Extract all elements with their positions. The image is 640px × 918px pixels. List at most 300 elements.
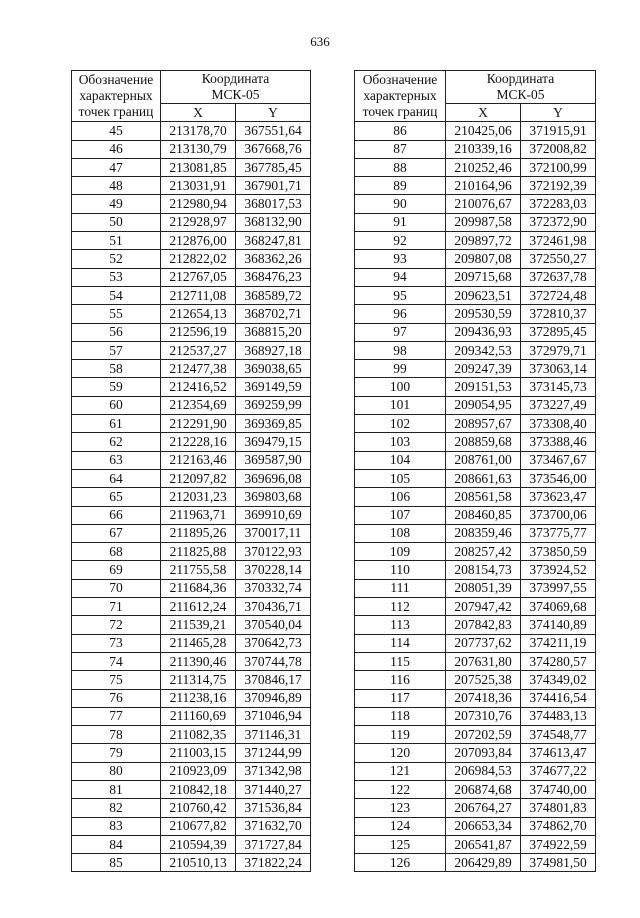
point-number-cell: 66	[72, 506, 161, 524]
x-coordinate-cell: 209623,51	[446, 286, 521, 304]
y-coordinate-cell: 373388,46	[521, 433, 596, 451]
table-row	[72, 195, 311, 213]
x-coordinate-cell: 212980,94	[161, 195, 236, 213]
coord-header-line2: МСК-05	[496, 87, 545, 102]
coordinates-table-left	[71, 70, 311, 872]
table-row	[355, 817, 596, 835]
table-row	[355, 305, 596, 323]
table-row	[72, 232, 311, 250]
x-coordinate-cell: 211755,58	[161, 561, 236, 579]
x-coordinate-cell: 208460,85	[446, 506, 521, 524]
y-coordinate-cell: 373775,77	[521, 524, 596, 542]
y-coordinate-cell: 368362,26	[236, 250, 311, 268]
y-coordinate-cell: 373467,67	[521, 451, 596, 469]
table-row	[72, 268, 311, 286]
y-coordinate-cell: 373924,52	[521, 561, 596, 579]
table-row	[355, 616, 596, 634]
point-number-cell: 122	[355, 780, 446, 798]
x-coordinate-cell: 211684,36	[161, 579, 236, 597]
table-row	[72, 506, 311, 524]
table-row	[72, 213, 311, 231]
point-number-cell: 61	[72, 415, 161, 433]
coord-header-line2: МСК-05	[211, 87, 260, 102]
table-row	[355, 488, 596, 506]
table-row	[355, 854, 596, 872]
x-coordinate-cell: 212767,05	[161, 268, 236, 286]
table-body-left	[72, 122, 311, 872]
header-row	[355, 71, 596, 104]
table-row	[72, 177, 311, 195]
x-coordinate-cell: 208359,46	[446, 524, 521, 542]
table-row	[355, 140, 596, 158]
y-coordinate-cell: 371440,27	[236, 780, 311, 798]
x-coordinate-cell: 212928,97	[161, 213, 236, 231]
x-coordinate-cell: 210164,96	[446, 177, 521, 195]
point-number-cell: 76	[72, 689, 161, 707]
y-coordinate-cell: 371632,70	[236, 817, 311, 835]
y-coordinate-cell: 369803,68	[236, 488, 311, 506]
point-number-cell: 110	[355, 561, 446, 579]
x-coordinate-cell: 210842,18	[161, 780, 236, 798]
point-header-line3: точек границ	[78, 104, 154, 120]
point-number-cell: 69	[72, 561, 161, 579]
y-coordinate-cell: 369038,65	[236, 360, 311, 378]
page-number: 636	[310, 34, 330, 49]
point-number-cell: 107	[355, 506, 446, 524]
table-row	[72, 433, 311, 451]
x-coordinate-cell: 208957,67	[446, 415, 521, 433]
y-coordinate-cell: 374548,77	[521, 726, 596, 744]
point-number-cell: 101	[355, 396, 446, 414]
y-coordinate-cell: 369910,69	[236, 506, 311, 524]
y-coordinate-cell: 369149,59	[236, 378, 311, 396]
x-coordinate-cell: 212596,19	[161, 323, 236, 341]
table-row	[72, 726, 311, 744]
y-coordinate-cell: 372724,48	[521, 286, 596, 304]
x-coordinate-cell: 212163,46	[161, 451, 236, 469]
y-coordinate-cell: 371244,99	[236, 744, 311, 762]
point-number-cell: 117	[355, 689, 446, 707]
point-number-cell: 118	[355, 707, 446, 725]
x-coordinate-cell: 206541,87	[446, 835, 521, 853]
table-row	[355, 158, 596, 176]
point-number-cell: 114	[355, 634, 446, 652]
point-number-cell: 49	[72, 195, 161, 213]
table-row	[355, 469, 596, 487]
point-number-cell: 120	[355, 744, 446, 762]
y-coordinate-cell: 372192,39	[521, 177, 596, 195]
x-coordinate-cell: 210339,16	[446, 140, 521, 158]
x-coordinate-cell: 209807,08	[446, 250, 521, 268]
x-coordinate-cell: 211160,69	[161, 707, 236, 725]
x-coordinate-cell: 212822,02	[161, 250, 236, 268]
x-coordinate-cell: 207525,38	[446, 671, 521, 689]
table-row	[72, 360, 311, 378]
y-coordinate-cell: 374613,47	[521, 744, 596, 762]
x-coordinate-cell: 209715,68	[446, 268, 521, 286]
table-row	[72, 780, 311, 798]
x-coordinate-cell: 207202,59	[446, 726, 521, 744]
table-row	[355, 598, 596, 616]
y-coordinate-cell: 372461,98	[521, 232, 596, 250]
point-number-cell: 103	[355, 433, 446, 451]
y-coordinate-cell: 374140,89	[521, 616, 596, 634]
y-coordinate-cell: 373308,40	[521, 415, 596, 433]
x-coordinate-cell: 211003,15	[161, 744, 236, 762]
y-coordinate-cell: 368927,18	[236, 341, 311, 359]
y-coordinate-cell: 374677,22	[521, 762, 596, 780]
point-number-cell: 54	[72, 286, 161, 304]
x-coordinate-cell: 207310,76	[446, 707, 521, 725]
y-coordinate-cell: 370846,17	[236, 671, 311, 689]
point-number-cell: 51	[72, 232, 161, 250]
table-row	[355, 579, 596, 597]
point-number-cell: 60	[72, 396, 161, 414]
y-coordinate-cell: 368589,72	[236, 286, 311, 304]
y-coordinate-cell: 372100,99	[521, 158, 596, 176]
x-coordinate-cell: 208661,63	[446, 469, 521, 487]
y-header: Y	[236, 104, 311, 122]
coord-header-line1: Координата	[486, 71, 555, 86]
table-row	[355, 835, 596, 853]
table-row	[72, 744, 311, 762]
table-row	[355, 360, 596, 378]
table-row	[72, 378, 311, 396]
table-row	[355, 561, 596, 579]
y-coordinate-cell: 368476,23	[236, 268, 311, 286]
y-coordinate-cell: 371915,91	[521, 122, 596, 140]
table-row	[355, 506, 596, 524]
y-coordinate-cell: 369259,99	[236, 396, 311, 414]
table-row	[72, 671, 311, 689]
y-coordinate-cell: 370122,93	[236, 543, 311, 561]
point-number-cell: 97	[355, 323, 446, 341]
point-number-cell: 55	[72, 305, 161, 323]
table-row	[355, 780, 596, 798]
point-number-cell: 87	[355, 140, 446, 158]
point-number-cell: 77	[72, 707, 161, 725]
table-row	[72, 799, 311, 817]
table-body-right	[355, 122, 596, 872]
x-coordinate-cell: 211825,88	[161, 543, 236, 561]
y-coordinate-cell: 371536,84	[236, 799, 311, 817]
x-coordinate-cell: 207418,36	[446, 689, 521, 707]
y-coordinate-cell: 368247,81	[236, 232, 311, 250]
x-coordinate-cell: 211314,75	[161, 671, 236, 689]
point-number-cell: 80	[72, 762, 161, 780]
table-row	[355, 689, 596, 707]
point-number-cell: 70	[72, 579, 161, 597]
table-row	[355, 286, 596, 304]
table-row	[355, 707, 596, 725]
y-coordinate-cell: 371146,31	[236, 726, 311, 744]
y-coordinate-cell: 367551,64	[236, 122, 311, 140]
x-coordinate-cell: 206764,27	[446, 799, 521, 817]
point-number-cell: 71	[72, 598, 161, 616]
coordinates-table-right	[354, 70, 596, 872]
table-row	[72, 140, 311, 158]
y-coordinate-cell: 369369,85	[236, 415, 311, 433]
point-number-cell: 124	[355, 817, 446, 835]
x-coordinate-cell: 212876,00	[161, 232, 236, 250]
y-coordinate-cell: 372550,27	[521, 250, 596, 268]
table-row	[355, 524, 596, 542]
table-row	[72, 286, 311, 304]
x-coordinate-cell: 209151,53	[446, 378, 521, 396]
point-number-cell: 48	[72, 177, 161, 195]
point-number-cell: 74	[72, 652, 161, 670]
y-coordinate-cell: 372895,45	[521, 323, 596, 341]
x-header: X	[161, 104, 236, 122]
table-row	[72, 817, 311, 835]
x-coordinate-cell: 209436,93	[446, 323, 521, 341]
table-row	[72, 835, 311, 853]
x-coordinate-cell: 207631,80	[446, 652, 521, 670]
y-coordinate-cell: 372372,90	[521, 213, 596, 231]
point-number-cell: 63	[72, 451, 161, 469]
x-coordinate-cell: 211465,28	[161, 634, 236, 652]
table-row	[355, 415, 596, 433]
point-number-cell: 108	[355, 524, 446, 542]
table-row	[72, 250, 311, 268]
point-number-cell: 88	[355, 158, 446, 176]
table-row	[355, 634, 596, 652]
point-number-cell: 85	[72, 854, 161, 872]
table-row	[355, 671, 596, 689]
table-row	[72, 158, 311, 176]
point-number-cell: 83	[72, 817, 161, 835]
x-coordinate-cell: 208859,68	[446, 433, 521, 451]
x-header: X	[446, 104, 521, 122]
y-coordinate-cell: 374862,70	[521, 817, 596, 835]
y-coordinate-cell: 370228,14	[236, 561, 311, 579]
table-row	[72, 341, 311, 359]
x-coordinate-cell: 210425,06	[446, 122, 521, 140]
table-row	[355, 726, 596, 744]
point-number-cell: 92	[355, 232, 446, 250]
point-number-cell: 75	[72, 671, 161, 689]
y-coordinate-cell: 370642,73	[236, 634, 311, 652]
x-coordinate-cell: 212537,27	[161, 341, 236, 359]
y-coordinate-cell: 374416,54	[521, 689, 596, 707]
y-coordinate-cell: 371822,24	[236, 854, 311, 872]
y-coordinate-cell: 370332,74	[236, 579, 311, 597]
y-coordinate-cell: 374922,59	[521, 835, 596, 853]
point-number-cell: 50	[72, 213, 161, 231]
x-coordinate-cell: 211895,26	[161, 524, 236, 542]
x-coordinate-cell: 208761,00	[446, 451, 521, 469]
y-coordinate-cell: 373063,14	[521, 360, 596, 378]
table-row	[72, 524, 311, 542]
y-coordinate-cell: 372810,37	[521, 305, 596, 323]
y-coordinate-cell: 373145,73	[521, 378, 596, 396]
x-coordinate-cell: 213031,91	[161, 177, 236, 195]
point-number-cell: 65	[72, 488, 161, 506]
x-coordinate-cell: 206874,68	[446, 780, 521, 798]
x-coordinate-cell: 211612,24	[161, 598, 236, 616]
y-coordinate-cell: 374801,83	[521, 799, 596, 817]
point-number-cell: 95	[355, 286, 446, 304]
y-coordinate-cell: 373997,55	[521, 579, 596, 597]
y-coordinate-cell: 369479,15	[236, 433, 311, 451]
header-row	[72, 71, 311, 104]
y-coordinate-cell: 374069,68	[521, 598, 596, 616]
point-number-cell: 53	[72, 268, 161, 286]
y-coordinate-cell: 371342,98	[236, 762, 311, 780]
y-coordinate-cell: 374740,00	[521, 780, 596, 798]
point-number-cell: 78	[72, 726, 161, 744]
table-row	[72, 469, 311, 487]
y-coordinate-cell: 369696,08	[236, 469, 311, 487]
table-row	[72, 488, 311, 506]
x-coordinate-cell: 210076,67	[446, 195, 521, 213]
x-coordinate-cell: 209342,53	[446, 341, 521, 359]
table-row	[355, 232, 596, 250]
y-coordinate-cell: 373850,59	[521, 543, 596, 561]
y-coordinate-cell: 370017,11	[236, 524, 311, 542]
point-number-cell: 47	[72, 158, 161, 176]
point-number-cell: 96	[355, 305, 446, 323]
y-coordinate-cell: 367668,76	[236, 140, 311, 158]
x-coordinate-cell: 211539,21	[161, 616, 236, 634]
point-number-cell: 115	[355, 652, 446, 670]
point-number-cell: 99	[355, 360, 446, 378]
x-coordinate-cell: 212031,23	[161, 488, 236, 506]
x-coordinate-cell: 210510,13	[161, 854, 236, 872]
table-row	[72, 305, 311, 323]
point-number-cell: 109	[355, 543, 446, 561]
table-row	[355, 341, 596, 359]
y-coordinate-cell: 371046,94	[236, 707, 311, 725]
x-coordinate-cell: 210252,46	[446, 158, 521, 176]
table-row	[355, 799, 596, 817]
table-row	[72, 707, 311, 725]
x-coordinate-cell: 207842,83	[446, 616, 521, 634]
table-row	[355, 213, 596, 231]
table-row	[355, 323, 596, 341]
table-row	[355, 396, 596, 414]
y-coordinate-cell: 370744,78	[236, 652, 311, 670]
point-number-cell: 68	[72, 543, 161, 561]
point-number-cell: 62	[72, 433, 161, 451]
y-coordinate-cell: 370946,89	[236, 689, 311, 707]
table-row	[355, 195, 596, 213]
x-coordinate-cell: 208154,73	[446, 561, 521, 579]
y-coordinate-cell: 374981,50	[521, 854, 596, 872]
table-row	[355, 268, 596, 286]
table-row	[355, 744, 596, 762]
table-row	[72, 579, 311, 597]
table-row	[355, 762, 596, 780]
point-number-cell: 67	[72, 524, 161, 542]
point-number-cell: 46	[72, 140, 161, 158]
y-coordinate-cell: 372283,03	[521, 195, 596, 213]
point-number-cell: 125	[355, 835, 446, 853]
point-number-cell: 123	[355, 799, 446, 817]
x-coordinate-cell: 208257,42	[446, 543, 521, 561]
table-row	[72, 451, 311, 469]
point-number-cell: 52	[72, 250, 161, 268]
table-row	[72, 415, 311, 433]
x-coordinate-cell: 208051,39	[446, 579, 521, 597]
x-coordinate-cell: 212097,82	[161, 469, 236, 487]
point-number-cell: 73	[72, 634, 161, 652]
y-coordinate-cell: 369587,90	[236, 451, 311, 469]
y-coordinate-cell: 373546,00	[521, 469, 596, 487]
y-coordinate-cell: 372637,78	[521, 268, 596, 286]
point-number-cell: 90	[355, 195, 446, 213]
table-row	[72, 616, 311, 634]
point-number-cell: 126	[355, 854, 446, 872]
point-number-cell: 111	[355, 579, 446, 597]
table-row	[72, 396, 311, 414]
x-coordinate-cell: 213130,79	[161, 140, 236, 158]
point-number-cell: 79	[72, 744, 161, 762]
y-coordinate-cell: 368815,20	[236, 323, 311, 341]
point-number-cell: 98	[355, 341, 446, 359]
x-coordinate-cell: 207737,62	[446, 634, 521, 652]
x-coordinate-cell: 209530,59	[446, 305, 521, 323]
coord-header-line1: Координата	[201, 71, 270, 86]
point-header-line2: характерных	[363, 88, 437, 104]
x-coordinate-cell: 212416,52	[161, 378, 236, 396]
table-row	[355, 433, 596, 451]
x-coordinate-cell: 210923,09	[161, 762, 236, 780]
x-coordinate-cell: 206653,34	[446, 817, 521, 835]
coordinate-header	[161, 71, 311, 104]
x-coordinate-cell: 212711,08	[161, 286, 236, 304]
table-row	[355, 543, 596, 561]
point-number-cell: 64	[72, 469, 161, 487]
point-number-cell: 86	[355, 122, 446, 140]
x-coordinate-cell: 207947,42	[446, 598, 521, 616]
x-coordinate-cell: 211390,46	[161, 652, 236, 670]
point-header-line1: Обозначение	[78, 72, 154, 88]
point-number-cell: 102	[355, 415, 446, 433]
y-coordinate-cell: 374280,57	[521, 652, 596, 670]
point-number-cell: 113	[355, 616, 446, 634]
table-row	[355, 652, 596, 670]
point-number-cell: 112	[355, 598, 446, 616]
y-coordinate-cell: 368017,53	[236, 195, 311, 213]
x-coordinate-cell: 211963,71	[161, 506, 236, 524]
table-row	[355, 177, 596, 195]
point-number-cell: 45	[72, 122, 161, 140]
y-coordinate-cell: 374211,19	[521, 634, 596, 652]
x-coordinate-cell: 210594,39	[161, 835, 236, 853]
y-coordinate-cell: 367901,71	[236, 177, 311, 195]
x-coordinate-cell: 206429,89	[446, 854, 521, 872]
table-row	[72, 561, 311, 579]
table-row	[72, 634, 311, 652]
point-number-cell: 56	[72, 323, 161, 341]
table-row	[72, 598, 311, 616]
y-coordinate-cell: 373623,47	[521, 488, 596, 506]
point-designation-header	[72, 71, 161, 122]
table-row	[72, 652, 311, 670]
x-coordinate-cell: 212228,16	[161, 433, 236, 451]
y-header: Y	[521, 104, 596, 122]
point-header-line2: характерных	[79, 88, 153, 104]
y-coordinate-cell: 371727,84	[236, 835, 311, 853]
point-number-cell: 104	[355, 451, 446, 469]
x-coordinate-cell: 212291,90	[161, 415, 236, 433]
point-number-cell: 57	[72, 341, 161, 359]
point-number-cell: 59	[72, 378, 161, 396]
point-number-cell: 91	[355, 213, 446, 231]
x-coordinate-cell: 210760,42	[161, 799, 236, 817]
table-row	[355, 250, 596, 268]
